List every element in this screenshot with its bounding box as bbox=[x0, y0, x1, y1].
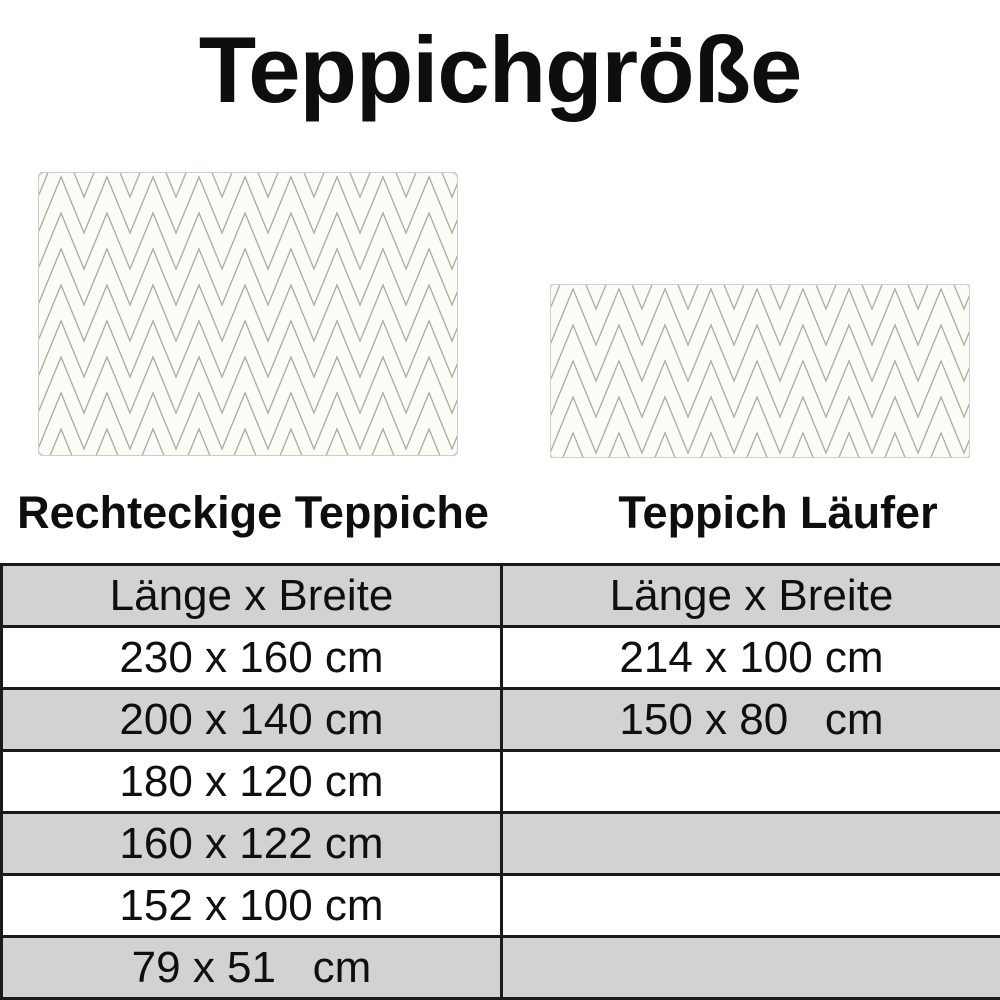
size-cell bbox=[502, 751, 1000, 813]
size-table bbox=[0, 563, 1000, 1000]
size-cell: 180 x 120 cm bbox=[2, 751, 502, 813]
rug-rectangular-surface bbox=[38, 172, 458, 456]
size-cell: 150 x 80 cm bbox=[502, 689, 1000, 751]
size-cell bbox=[502, 813, 1000, 875]
size-column-header-runner: Länge x Breite bbox=[502, 565, 1000, 627]
rug-rectangular-image bbox=[38, 172, 458, 456]
size-cell: 152 x 100 cm bbox=[2, 875, 502, 937]
label-runner-rugs: Teppich Läufer bbox=[618, 487, 938, 538]
size-cell bbox=[502, 875, 1000, 937]
size-cell: 230 x 160 cm bbox=[2, 627, 502, 689]
table-row bbox=[2, 627, 1000, 689]
rug-runner-image bbox=[550, 284, 970, 458]
table-row bbox=[2, 751, 1000, 813]
table-row bbox=[2, 689, 1000, 751]
table-row bbox=[2, 813, 1000, 875]
table-row bbox=[2, 875, 1000, 937]
size-cell: 200 x 140 cm bbox=[2, 689, 502, 751]
size-cell: 79 x 51 cm bbox=[2, 937, 502, 999]
size-table-header-row bbox=[2, 565, 1000, 627]
label-rectangular-rugs: Rechteckige Teppiche bbox=[17, 487, 489, 538]
size-cell bbox=[502, 937, 1000, 999]
size-column-header-rectangular: Länge x Breite bbox=[2, 565, 502, 627]
page-title: Teppichgröße bbox=[198, 17, 802, 122]
rug-runner-surface bbox=[550, 284, 970, 458]
size-cell: 214 x 100 cm bbox=[502, 627, 1000, 689]
size-cell: 160 x 122 cm bbox=[2, 813, 502, 875]
table-row bbox=[2, 937, 1000, 999]
